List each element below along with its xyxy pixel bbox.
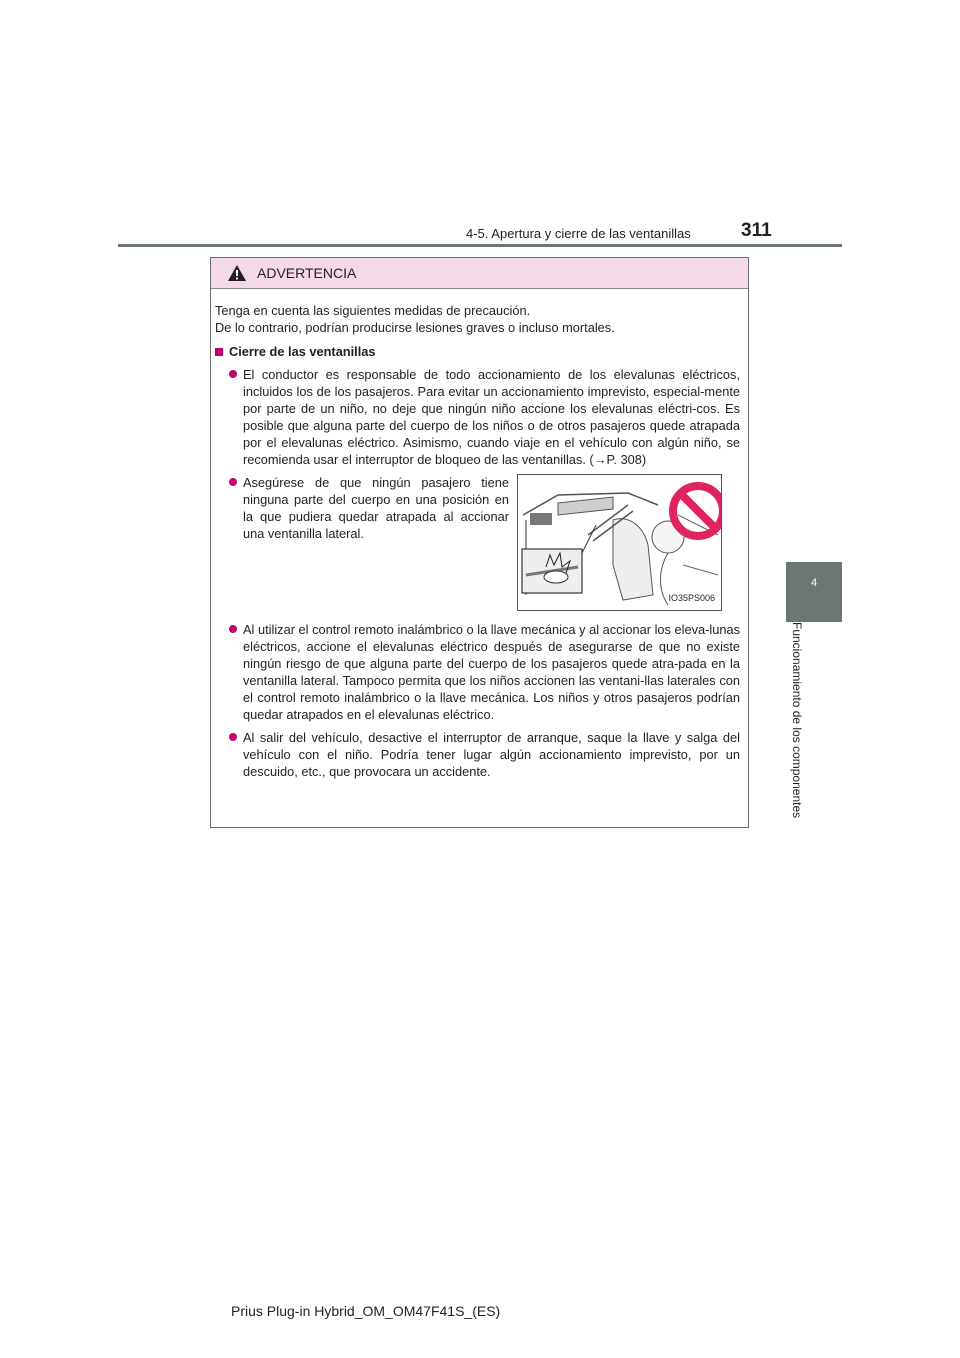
bullet-text: Asegúrese de que ningún pasajero tiene ninguna parte del cuerpo en una posición en la que pudiera quedar atrapada al accionar una ventanilla lateral. [243, 475, 509, 541]
warning-intro [215, 302, 740, 336]
document-footer: Prius Plug-in Hybrid_OM_OM47F41S_(ES) [231, 1303, 501, 1319]
bullet-dot-icon [229, 370, 237, 378]
chapter-label: Funcionamiento de los componentes [790, 622, 804, 819]
header-rule [118, 244, 842, 247]
bullet-text: El conductor es responsable de todo accionamiento de los elevalunas eléctricos, incluidos los de los pasajeros. Para evitar un accionamiento imprevisto, especial-mente por parte de un niño, no deje que ningún niño accione los elevalunas eléctri-cos. Es posible que alguna parte del cuerpo de los niños o de otros pasajeros quede atrapada por el elevalunas eléctrico. Asimismo, cuando viaje en el vehículo con algún niño, se recomienda usar el interruptor de bloqueo de las ventanillas. (→P. 308) [243, 367, 740, 467]
illustration [517, 474, 722, 611]
list-item [229, 366, 740, 468]
warning-body [211, 289, 748, 780]
chapter-tab [786, 562, 842, 622]
section-heading [215, 343, 740, 360]
warning-header [211, 258, 748, 289]
chapter-number: 4 [810, 577, 818, 589]
figure-row [211, 474, 740, 611]
bullet-dot-icon [229, 625, 237, 633]
page-number: 311 [741, 220, 772, 241]
warning-title: ADVERTENCIA [257, 265, 357, 281]
figure-code: IO35PS006 [668, 593, 715, 603]
section-title: 4-5. Apertura y cierre de las ventanillas [466, 226, 691, 241]
section-heading-text: Cierre de las ventanillas [229, 344, 376, 359]
list-item [229, 729, 740, 780]
intro-line-2: De lo contrario, podrían producirse lesiones graves o incluso mortales. [215, 320, 615, 335]
intro-line-1: Tenga en cuenta las siguientes medidas de precaución. [215, 303, 531, 318]
list-item [229, 621, 740, 723]
bullet-text: Al salir del vehículo, desactive el interruptor de arranque, saque la llave y salga del vehículo con el niño. Podría tener lugar algún accionamiento imprevisto, por un descuido, etc., que provocara un accidente. [243, 730, 740, 779]
bullet-dot-icon [229, 478, 237, 486]
bullet-dot-icon [229, 733, 237, 741]
warning-box [210, 257, 749, 828]
list-item [229, 474, 509, 605]
square-bullet-icon [215, 348, 223, 356]
bullet-text: Al utilizar el control remoto inalámbrico o la llave mecánica y al accionar los eleva-lunas eléctricos, accione el elevalunas eléctrico después de asegurarse de que no existe ningún riesgo de que alguna parte del cuerpo de los pasajeros quede atra-pada en la ventanilla lateral. Tampoco permita que los niños accionen las ventani-llas laterales con el control remoto inalámbrico o la llave mecánica. Los niños y otros pasajeros podrían quedar atrapados en el elevalunas eléctrico. [243, 622, 740, 722]
warning-triangle-icon [227, 264, 247, 282]
